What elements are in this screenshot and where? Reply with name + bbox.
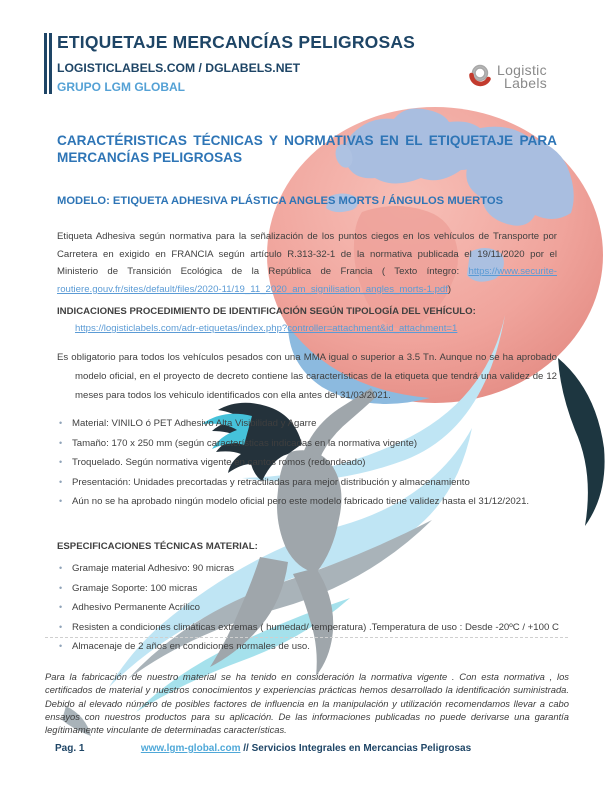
feature-item: • Aún no se ha aprobado ningún modelo oficial pero este modelo fabricado tiene validez hasta el 31/12/2021. [57,492,559,512]
feature-item: • Troquelado. Según normativa vigente en cantos romos (redondeado) [57,453,559,473]
logisticlabels-attachment-link[interactable]: https://logisticlabels.com/adr-etiquetas/index.php?controller=attachment&id_attachment=1 [75,323,458,334]
feature-item: • Material: VINILO ó PET Adhesivo Alta Visibilidad y Agarre [57,414,559,434]
footer-center [30,743,582,754]
section-heading: CARACTÉRISTICAS TÉCNICAS Y NORMATIVAS EN EL ETIQUETAJE PARA MERCANCÍAS PELIGROSAS [57,133,557,165]
specs-list [57,559,559,657]
legal-disclaimer: Para la fabricación de nuestro material se ha tenido en consideración la normativa vigente . Con esta normativa , los certificados de material y nuestros conocimientos y experiencias prácticas hemos desarrollado la identificación suministrada. Debido al elevado número de posibles factores de influencia en la manipulación y utilización recomendamos llevar a cabo ensayos con nuestros productos para su aplicación. De las informaciones publicadas no puede derivarse una garantía legítimamente vinculante de determinadas características. [45,671,569,736]
feature-item: • Presentación: Unidades precortadas y retractiladas para mejor distribución y almacenamiento [57,473,559,493]
model-heading: MODELO: ETIQUETA ADHESIVA PLÁSTICA ANGLES MORTS / ÁNGULOS MUERTOS [57,195,504,207]
feature-item: • Tamaño: 170 x 250 mm (según características indicadas en la normativa vigente) [57,434,559,454]
spec-item: • Gramaje material Adhesivo: 90 micras [57,559,559,579]
logo-word-2: Labels [504,75,548,91]
logistic-labels-logo [466,62,547,92]
header-group-name: GRUPO LGM GLOBAL [57,80,185,94]
footer-tagline: // Servicios Integrales en Mercancias Peligrosas [240,743,472,754]
indicaciones-heading: INDICACIONES PROCEDIMIENTO DE IDENTIFICACIÓN SEGÚN TIPOLOGÍA DEL VEHÍCULO: [57,306,476,317]
specs-heading: ESPECIFICACIONES TÉCNICAS MATERIAL: [57,541,258,552]
spec-item: • Gramaje Soporte: 100 micras [57,579,559,599]
header-accent-bars [44,33,52,94]
spec-item: • Almacenaje de 2 años en condiciones normales de uso. [57,637,559,657]
securite-routiere-link[interactable]: https://www.securite-routiere.gouv.fr/sites/default/files/2020-11/19_11_2020_am_signilisation_angles_morts-1.pdf [57,266,557,295]
page-number: Pag. 1 [55,743,85,754]
indicaciones-link-row [75,323,565,334]
spec-item: • Adhesivo Permanente Acrílico [57,598,559,618]
features-list [57,414,559,512]
intro-text: Etiqueta Adhesiva según normativa para la señalización de los puntos ciegos en los vehículos de Transporte por Carretera en exigido en FRANCIA según artículo R.313-32-1 de la normativa publicada el 19/11/2020 por el Ministerio de Transición Ecológica de la República de Francia ( Texto íntegro: [57,231,557,278]
footer-divider [45,637,568,638]
logo-globe-icon [466,62,494,92]
page-title: ETIQUETAJE MERCANCÍAS PELIGROSAS [57,32,416,52]
intro-text-close: ) [447,283,452,295]
spec-item: • Resisten a condiciones climáticas extremas ( humedad/ temperatura) .Temperatura de uso : Desde -20ºC / +100 C [57,618,559,638]
lgm-global-link[interactable]: www.lgm-global.com [140,743,241,754]
header-domains: LOGISTICLABELS.COM / DGLABELS.NET [57,61,301,75]
logo-word-1: Logistic [497,62,547,78]
intro-paragraph [57,228,557,298]
obligatorio-paragraph: Es obligatorio para todos los vehículos pesados con una MMA igual o superior a 3.5 Tn. Aunque no se ha aprobado modelo oficial, en el proyecto de decreto contiene las características de la etiqueta que tendrá una validez de 12 meses para todos los vehiculo identificados con ella antes del 31/03/2021. [57,352,557,401]
